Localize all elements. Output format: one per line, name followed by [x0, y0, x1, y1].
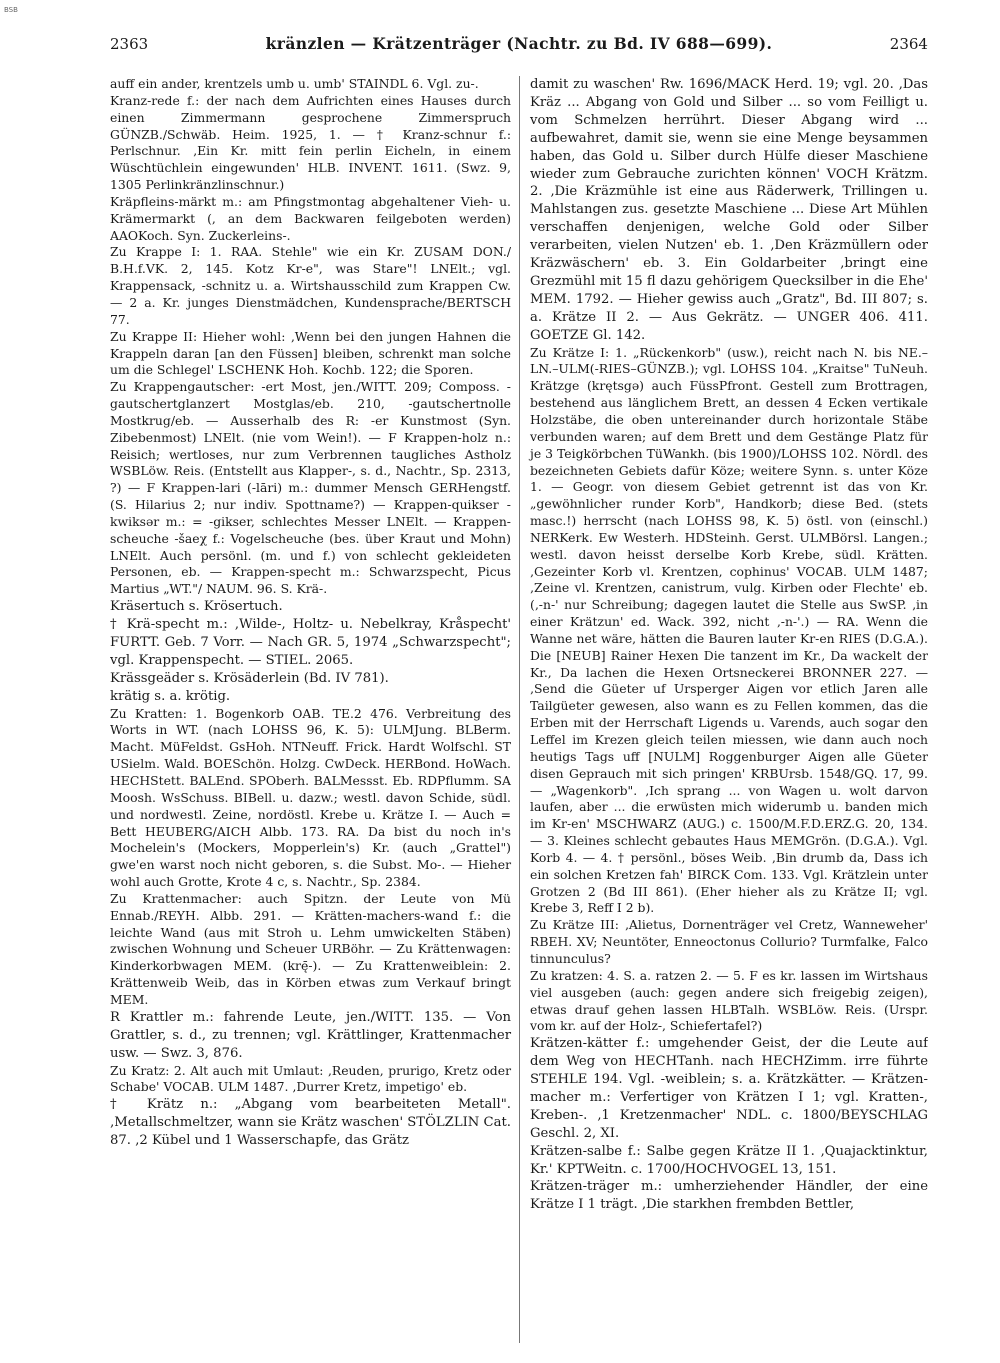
entry-paragraph: Zu Kratz: 2. Alt auch mit Umlaut: ‚Reuden, prurigo, Kretz oder Schabe' VOCAB. ULM 1487. ‚Durrer Kretz, impetigo' eb. [110, 1062, 511, 1095]
entry-paragraph: Zu Krätze I: 1. „Rückenkorb" (usw.), reicht nach N. bis NE.–LN.–ULM(-RIES–GÜNZB.); vgl. LOHSS 104. „Kraitse" TuNeuh. Krätzge (krętsgə) auch FüssPfront. Gestell zum Brottragen, bestehend aus länglichem Brett, an dessen 4 Ecken vertikale Holzstäbe, die oben untereinander durch horizontale Stäbe verbunden waren; auf dem Brett und dem Gestänge Platz für je 3 Teigkörbchen TüWankh. (bis 1900)/LOHSS 102. Nördl. des bezeichneten Gebiets dafür Köze; weitere Synn. s. unter Köze 1. — Geogr. von diesem Gebiet getrennt ist das von Kr. „gewöhnlicher runder Korb", Handkorb; diese Bed. (stets masc.!) herrscht (nach LOHSS 98, K. 5) östl. von (einschl.) NERKerk. Ew Westerh. HDSteinh. Gerst. ULMBörsl. Langen.; westl. davon heisst derselbe Korb Krebe, südl. Krätten. ‚Gezeinter Korb vl. Krentzen, cophinus' VOCAB. ULM 1487; ‚Zeine vl. Krentzen, canistrum, vulg. Kirben oder Flechte' eb. (‚-n-' nur Schreibung; dagegen lautet die Stelle aus SwSP. ‚in einer Krätzun' ed. Wack. 392, nicht ‚-n-'.) — RA. Wenn die Wanne net wäre, hätten die Bauren lauter Kr-en RIES (D.G.A.). Die [NEUB] Rainer Hexen Die tanzent im Kr., Da wackelt der Kr., Da lachen die Hexen Ortsneckerei BRONNER 227. — ‚Send die Güeter uf Ursperger Aigen vor etlich Jaren alle Tailgüeter gewesen, also wann es zu Fellen kommen, das die Erben mit der Herrschaft Ligends u. Varends, auch sogar den Leffel im Krezen gleich teilen miessen, wie dann auch noch heutigs Tags uff [NULM] Roggenburger Aigen alle Güeter disen Geprauch mit sich pringen' KRBUrsb. 1548/GQ. 17, 99. — „Wagenkorb". ‚Ich sprang ... von Wagen u. wolt darvon laufen, aber ... die erwüsten mich widerumb u. banden mich im Kr-en' MSCHWARZ (AUG.) c. 1500/M.F.D.ERZ.G. 20, 134. — 3. Kleines schlecht gebautes Haus MEMGrön. (D.G.A.). Vgl. Korb 4. — 4. † persönl., böses Weib. ‚Bin drumb da, Dass ich ein solchen Kretzen fah' BIRCK Com. 133. Vgl. Krätzlein unter Grotzen 2 (Bd III 861). (Eher hieher als zu Krätze II; vgl. Krebe 3, Reff I 2 b). [530, 344, 928, 916]
entry-paragraph: auff ein ander, krentzels umb u. umb' STAINDL 6. Vgl. zu-. [110, 76, 479, 91]
dictionary-columns [110, 76, 928, 1343]
entry-paragraph: Kranz-rede f.: der nach dem Aufrichten eines Hauses durch einen Zimmermann gesprochene Zimmerspruch GÜNZB./Schwäb. Heim. 1925, 1. — † Kranz-schnur f.: Perlschnur. ‚Ein Kr. mitt fein perlin Eicheln, in einem Wüschtüchlein eingewunden' HLB. INVENT. 1611. (Swz. 9, 1305 Perlinkränzlinschnur.) [110, 92, 511, 193]
entry-paragraph: † Krätz n.: „Abgang vom bearbeiteten Metall". ‚Metallschmeltzer, wann sie Krätz waschen' STÖLZLIN Cat. 87. ‚2 Kübel und 1 Wasserschapfe, das Grätz [110, 1097, 511, 1148]
page-number-left: 2363 [110, 35, 149, 53]
entry-paragraph: Zu Kratten: 1. Bogenkorb OAB. TE.2 476. Verbreitung des Worts in WT. (nach LOHSS 96, K. 5): ULMJung. BLBerm. Macht. MüFeldst. GsHoh. NTNeuff. Frick. Hardt Wolfschl. ST USielm. Wald. BOESchön. Holzg. CwDeck. HERBond. HoWach. HECHStett. BALEnd. SPOberh. BALMessst. Eb. RDPflumm. SA Moosh. WsSchuss. BIBell. u. dazw.; westl. davon Schide, südl. und nordwestl. Zeine, nordöstl. Krebe u. Krätze I. — Auch = Bett HEUBERG/AICH Albb. 173. RA. Da bist du noch in's Mochelein's (Mockers, Mopperlein's) Kr. (auch „Grattel") gwe'en warst noch nicht geboren, s. die Subst. Mo-. — Hieher wohl auch Grotte, Krote 4 c, s. Nachtr., Sp. 2384. [110, 705, 511, 890]
entry-paragraph: krätig s. a. krötig. [110, 688, 231, 704]
entry-paragraph: R Krattler m.: fahrende Leute, jen./WITT. 135. — Von Grattler, s. d., zu trennen; vgl. Krättlinger, Krattenmacher usw. — Swz. 3, 876. [110, 1009, 511, 1061]
entry-paragraph: Zu Krappe I: 1. RAA. Stehle" wie ein Kr. ZUSAM DON./ B.H.f.VK. 2, 145. Kotz Kr-e", was Stare"! LNElt.; vgl. Krappensack, -schnitz u. a. Wirtshausschild zum Krappen Cw. — 2 a. Kr. junges Dienstmädchen, Kundensprache/BERTSCH 77. [110, 244, 511, 327]
entry-paragraph: damit zu waschen' Rw. 1696/MACK Herd. 19; vgl. 20. ‚Das Kräz ... Abgang von Gold und Silber ... so vom Feilligt u. vom Schmelzen herrührt. Dieser Abgang wird ... aufbewahret, damit sie, wenn sie eine Menge beysammen haben, das Gold u. Silber durch Hülfe dieser Maschiene wieder zum Gebrauche zurichten können' VOCH Krätzm. 2. ‚Die Kräzmühle ist eine aus Räderwerk, Trillingen u. Mahlstangen zus. gesetzte Maschiene ... Diese Art Mühlen verschaffen denjenigen, welche Gold oder Silber verarbeiten, vielen Nutzen' eb. 1. ‚Den Kräzmüllern oder Kräzwäschern' eb. 3. Ein Goldarbeiter ‚bringt eine Grezmühl mit 15 fl dazu gehörigem Quecksilber in die Ehe' MEM. 1792. — Hieher gewiss auch „Gratz", Bd. III 807; s. a. Krätze II 2. — Aus Gekrätz. — UNGER 406. 411. GOETZE Gl. 142. [530, 77, 928, 343]
entry-paragraph: Krätzen-salbe f.: Salbe gegen Krätze II 1. ‚Quajacktinktur, Kr.' KPTWeitn. c. 1700/HOCHVOGEL 13, 151. [530, 1143, 928, 1177]
page-number-right: 2364 [889, 35, 928, 53]
entry-paragraph: Krätzen-kätter f.: umgehender Geist, der die Leute auf dem Weg von HECHTanh. nach HECHZimm. irre führte STEHLE 194. Vgl. -weiblein; s. a. Krätzkätter. — Krätzen-macher m.: Verfertiger von Krätzen I 1; vgl. Kratten-, Kreben-. ‚1 Kretzenmacher' NDL. c. 1800/BEYSCHLAG Geschl. 2, XI. [530, 1036, 928, 1141]
entry-paragraph: Zu Krappe II: Hieher wohl: ‚Wenn bei den jungen Hahnen die Krappeln daran [an den Füssen] bleiben, schrenkt man solche um die Schlegel' LSCHENK Hoh. Kochb. 122; die Sporen. [110, 328, 511, 378]
running-title: kränzlen — Krätzenträger (Nachtr. zu Bd. IV 688—699). [265, 34, 773, 53]
entry-paragraph: Zu Krappengautscher: -ert Most, jen./WITT. 209; Composs. -gautschertglanzert Mostglas/eb. 210, -gautschertnolle Mostkrug/eb. — Ausserhalb des R: -er Kunstmost (Syn. Zibebenmost) LNElt. (nie vom Wein!). — F Krappen-holz n.: Reisich; wertloses, nur zum Verbrennen taugliches Astholz WSBLöw. Reis. (Entstellt aus Klapper-, s. d., Nachtr., Sp. 2313, ?) — F Krappen-lari (-lāri) m.: dummer Mensch GERHengstf. (S. Hilarius 2; nur indiv. Spottname?) — Krappen-quikser -kwiksər m.: = -gikser, schlechtes Messer LNElt. — Krappen-scheuche -šaeχ f.: Vogelscheuche (bes. über Kraut und Mohn) LNElt. Auch persönl. (m. und f.) von schlecht gekleideten Personen, eb. — Krappen-specht m.: Schwarzspecht, Picus Martius „WT."/ NAUM. 96. S. Krä-. [110, 379, 511, 597]
entry-paragraph: Krätzen-träger m.: umherziehender Händler, der eine Krätze I 1 trägt. ‚Die starkhen frembden Bettler, [530, 1179, 928, 1213]
entry-paragraph: Zu Krätze III: ‚Alietus, Dornenträger vel Cretz, Wanneweher' RBEH. XV; Neuntöter, Enneoctonus Collurio? Turmfalke, Falco tinnunculus? [530, 917, 928, 966]
entry-paragraph: Zu Krattenmacher: auch Spitzn. der Leute von Mü Ennab./REYH. Albb. 291. — Krätten-machers-wand f.: die leichte Wand (aus mit Stroh u. Lehm umwickelten Stäben) zwischen Wohnung und Scheuer URBöhr. — Zu Krättenwagen: Kinderkorbwagen MEM. (krę̄-). — Zu Krattenweiblein: 2. Krättenweib Weib, das in Körben etwas zum Verkauf bringt MEM. [110, 890, 511, 1007]
left-column [110, 76, 519, 1343]
entry-paragraph: Krässgeäder s. Krösäderlein (Bd. IV 781). [110, 670, 389, 686]
library-mark: BSB [4, 6, 18, 14]
entry-paragraph: Kräsertuch s. Krösertuch. [110, 599, 283, 615]
page-header [110, 34, 928, 58]
entry-paragraph: Zu kratzen: 4. S. a. ratzen 2. — 5. F es kr. lassen im Wirtshaus viel ausgeben (auch: gegen andere sich freigebig zeigen), etwas drauf gehen lassen HLBTalh. WSBLöw. Reis. (Urspr. vom kr. auf der Holz-, Schiefertafel?) [530, 967, 928, 1034]
entry-paragraph: Kräpfleins-märkt m.: am Pfingstmontag abgehaltener Vieh- u. Krämermarkt (, an dem Backwaren feilgeboten werden) AAOKoch. Syn. Zuckerleins-. [110, 193, 511, 243]
right-column [519, 76, 928, 1343]
entry-paragraph: † Krä-specht m.: ‚Wilde-, Holtz- u. Nebelkray, Kråspecht' FURTT. Geb. 7 Vorr. — Nach GR. 5, 1974 „Schwarzspecht"; vgl. Krappenspecht. — STIEL. 2065. [110, 617, 511, 668]
